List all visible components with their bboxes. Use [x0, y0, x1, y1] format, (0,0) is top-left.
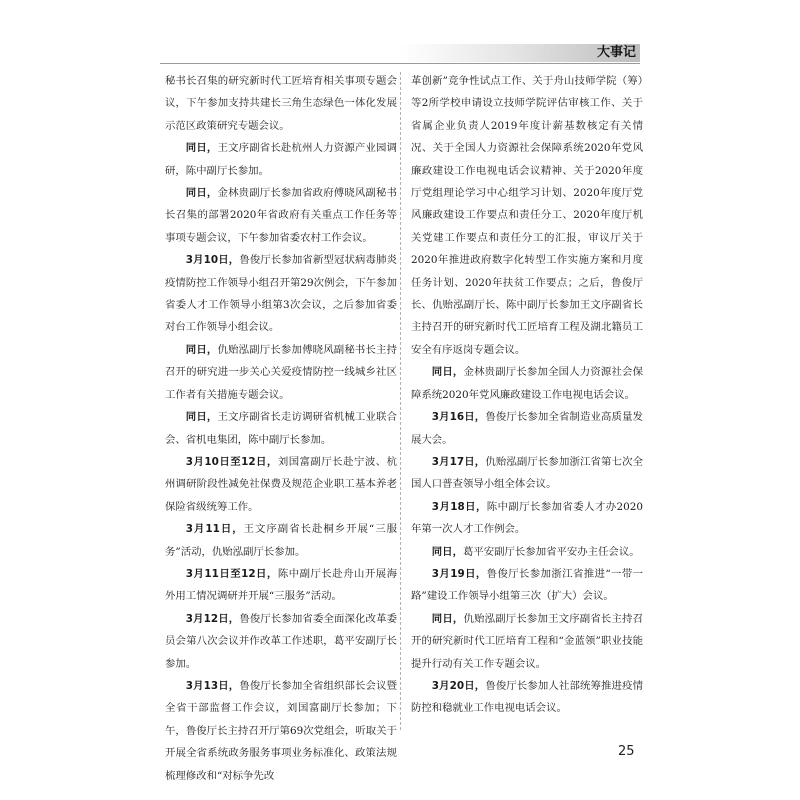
date-lead: 同日， [431, 612, 464, 625]
date-lead: 同日， [185, 343, 218, 356]
paragraph [411, 608, 643, 675]
date-lead: 3月20日， [431, 679, 486, 692]
paragraph [411, 563, 643, 608]
date-lead: 3月18日， [431, 500, 487, 513]
paragraph [411, 541, 643, 563]
date-lead: 3月10日至12日， [185, 455, 278, 468]
date-lead: 3月16日， [431, 411, 486, 424]
header-rule [160, 63, 640, 64]
paragraph-text: 仇贻泓副厅长参加傅晓风副秘书长主持召开的研究进一步关心关爱疫情防控一线城乡社区工作者有关措施专题会议。 [165, 343, 398, 401]
paragraph [165, 563, 397, 608]
paragraph-text: 鲁俊厅长参加人社部统筹推进疫情防控和稳就业工作电视电话会议。 [411, 679, 643, 715]
paragraph [165, 451, 397, 518]
right-column [411, 70, 643, 720]
paragraph [165, 406, 397, 451]
paragraph-text: 鲁俊厅长参加浙江省推进“一带一路”建设工作领导小组第三次（扩大）会议。 [411, 567, 643, 603]
date-lead: 同日， [431, 545, 463, 558]
column-divider [400, 72, 401, 730]
date-lead: 同日， [431, 366, 464, 379]
paragraph-text: 仇贻泓副厅长参加浙江省第七次全国人口普查领导小组全体会议。 [411, 455, 643, 491]
paragraph-text: 葛平安副厅长参加省平安办主任会议。 [462, 545, 640, 558]
date-lead: 3月17日， [431, 455, 486, 468]
paragraph [165, 249, 397, 339]
paragraph-text: 王文序副省长赴杭州人力资源产业园调研，陈中副厅长参加。 [165, 142, 398, 177]
paragraph [411, 496, 643, 541]
paragraph-text: 陈中副厅长赴舟山开展海外用工情况调研并开展“三服务”活动。 [165, 567, 397, 603]
paragraph-text: 金林贵副厅长参加全国人力资源社会保障系统2020年党风廉政建设工作电视电话会议。 [411, 366, 644, 401]
date-lead: 同日， [185, 142, 218, 155]
running-header [400, 44, 640, 62]
paragraph [411, 361, 643, 406]
paragraph [411, 451, 643, 496]
paragraph-text: 仇贻泓副厅长参加王文序副省长主持召开的研究新时代工匠培育工程和“金蓝领”职业技能提升行动有关工作专题会议。 [411, 612, 644, 670]
paragraph [411, 406, 643, 451]
date-lead: 3月11日至12日， [185, 567, 278, 580]
date-lead: 同日， [185, 187, 218, 200]
header-title: 大事记 [596, 45, 636, 60]
paragraph-text: 王文序副省长走访调研省机械工业联合会、省机电集团，陈中副厅长参加。 [165, 411, 398, 446]
paragraph-text: 刘国富副厅长赴宁波、杭州调研阶段性减免社保费及规范企业职工基本养老保险省级统筹工作。 [165, 455, 397, 513]
paragraph [165, 182, 397, 249]
left-column [165, 70, 397, 787]
paragraph-text: 鲁俊厅长参加全省制造业高质量发展大会。 [411, 411, 643, 446]
page-number: 25 [618, 744, 635, 759]
date-lead: 3月10日， [185, 254, 240, 267]
date-lead: 同日， [185, 411, 218, 424]
date-lead: 3月12日， [185, 612, 240, 625]
paragraph [165, 137, 397, 182]
date-lead: 3月11日， [185, 523, 244, 536]
paragraph-text: 革创新”竞争性试点工作、关于舟山技师学院（筹）等2所学校申请设立技师学院评估审核工作、关于省属企业负责人2019年度计薪基数核定有关情况、关于全国人力资源社会保障系统2020年党风廉政建设工作电视电话会议精神、关于2020年度厅党组理论学习中心组学习计划、2020年度厅党风廉政建设工作要点和责任分工、2020年度厅机关党建工作要点和责任分工的汇报，审议厅关于2020年推进政府数字化转型工作实施方案和月度任务计划、2020年扶贫工作要点；之后，鲁俊厅长、仇贻泓副厅长、陈中副厅长参加王文序副省长主持召开的研究新时代工匠培育工程及湖北籍员工安全有序返岗专题会议。 [411, 75, 643, 356]
paragraph [165, 70, 397, 137]
paragraph-text: 鲁俊厅长参加省委全面深化改革委员会第八次会议并作改革工作述职，葛平安副厅长参加。 [165, 612, 397, 670]
paragraph [411, 675, 643, 720]
paragraph-text: 金林贵副厅长参加省政府傅晓风副秘书长召集的部署2020年省政府有关重点工作任务等事项专题会议，下午参加省委农村工作会议。 [165, 187, 398, 244]
paragraph-text: 鲁俊厅长参加全省组织部长会议暨全省干部监督工作会议，刘国富副厅长参加；下午，鲁俊厅长主持召开厅第69次党组会，听取关于开展全省系统政务服务事项业务标准化、政策法规梳理修改和“对标争先改 [165, 679, 397, 782]
paragraph-text: 秘书长召集的研究新时代工匠培育相关事项专题会议，下午参加支持共建长三角生态绿色一体化发展示范区政策研究专题会议。 [165, 75, 397, 132]
paragraph [165, 518, 397, 563]
paragraph [165, 608, 397, 675]
date-lead: 3月19日， [431, 567, 487, 580]
paragraph [165, 675, 397, 787]
paragraph-text: 王文序副省长赴桐乡开展“三服务”活动，仇贻泓副厅长参加。 [165, 523, 397, 558]
paragraph [411, 70, 643, 361]
date-lead: 3月13日， [185, 679, 240, 692]
paragraph [165, 339, 397, 406]
paragraph-text: 陈中副厅长参加省委人才办2020年第一次人才工作例会。 [411, 500, 643, 536]
paragraph-text: 鲁俊厅长参加省新型冠状病毒肺炎疫情防控工作领导小组召开第29次例会，下午参加省委人才工作领导小组第3次会议，之后参加省委对台工作领导小组会议。 [165, 254, 397, 334]
